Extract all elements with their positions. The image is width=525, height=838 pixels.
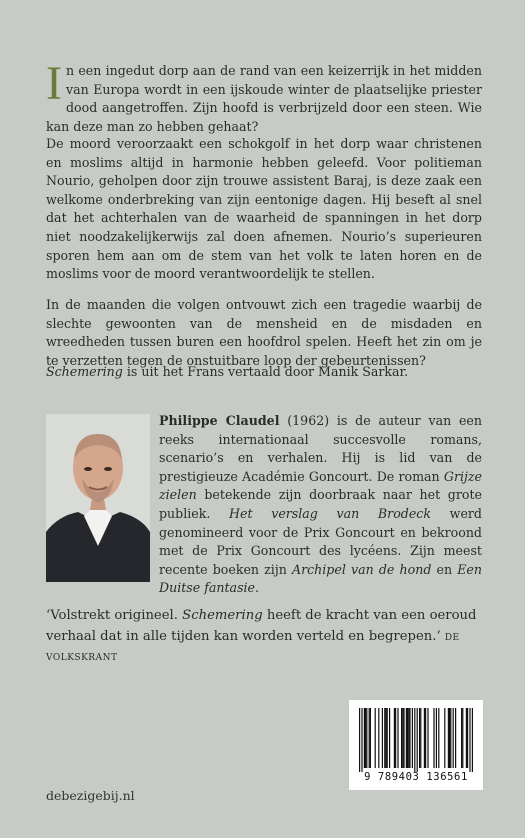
barcode-bar	[409, 708, 410, 768]
barcode-bar	[361, 708, 362, 772]
book-title: Een Duitse fantasie	[159, 561, 482, 596]
barcode-bar	[370, 708, 371, 768]
blurb-paragraph-1-text: n een ingedut dorp aan de rand van een keizerrijk in het midden van Europa wordt in een ijskoude winter de plaatselijke priester dood aangetroffen. Zijn hoofd is verbrijzeld door een steen. Wie kan deze man zo hebben gehaat?	[46, 63, 482, 134]
book-title: Het verslag van Brodeck	[229, 505, 431, 521]
barcode-bar	[366, 708, 367, 768]
barcode-bar	[466, 708, 467, 768]
barcode-bar	[412, 708, 413, 768]
barcode-bar	[364, 708, 365, 768]
barcode-bar	[403, 708, 404, 768]
barcode-bar	[414, 708, 415, 772]
barcode-bar	[359, 708, 360, 772]
bio-text: werd genomineerd voor de Prix Goncourt en bekroond met de Prix Goncourt des lycéens. Zijn meest recente boeken zijn	[159, 505, 482, 577]
barcode-bar	[365, 708, 366, 768]
bio-text: (1962) is de auteur van een reeks internationaal succesvolle romans, scenario’s en verhalen. Hij is lid van de prestigieuze Académie Goncourt. De roman	[159, 413, 482, 484]
barcode-bar	[472, 708, 473, 772]
book-title: Schemering	[182, 608, 263, 623]
barcode-bar	[384, 708, 385, 768]
barcode-bar	[397, 708, 398, 768]
barcode-bar	[433, 708, 434, 768]
quote-text: heeft de kracht van een oeroud verhaal dat in alle tijden kan worden verteld en begrepen.’	[46, 608, 477, 644]
author-photo	[46, 414, 150, 582]
barcode-bar	[467, 708, 468, 768]
barcode-bar	[424, 708, 425, 768]
barcode-bar	[382, 708, 383, 768]
barcode-bar	[436, 708, 437, 768]
author-name: Philippe Claudel	[159, 413, 280, 428]
barcode-bar	[448, 708, 449, 768]
barcode-bar	[385, 708, 386, 768]
barcode-bar	[407, 708, 408, 768]
barcode-bar	[395, 708, 396, 768]
bio-text: .	[255, 580, 260, 596]
barcode-bar	[406, 708, 407, 768]
barcode-bar	[438, 708, 439, 768]
author-bio	[159, 412, 482, 598]
barcode-bar	[453, 708, 454, 768]
barcode-bar	[425, 708, 426, 768]
barcode-bar	[427, 708, 428, 768]
blurb-paragraph-2: De moord veroorzaakt een schokgolf in het dorp waar christenen en moslims altijd in harmonie hebben geleefd. Voor politieman Nourio, geholpen door zijn trouwe assistent Baraj, is deze zaak een welkome onderbreking van zijn eentonige dagen. Hij beseft al snel dat het achterhalen van de waarheid de spanningen in het dorp niet noodzakelijkerwijs zal doen afnemen. Nourio’s superieuren sporen hem aan om de stem van het volk te laten horen en de moslims voor de moord verantwoordelijk te stellen.	[46, 136, 482, 282]
barcode-bar	[369, 708, 370, 768]
barcode-bar	[420, 708, 421, 768]
barcode-bar	[444, 708, 445, 768]
translation-credit	[46, 363, 482, 382]
barcode-bar	[375, 708, 376, 768]
book-title: Archipel van de hond	[292, 561, 432, 577]
barcode-bar	[462, 708, 463, 768]
barcode-bar	[449, 708, 450, 768]
barcode-bar	[419, 708, 420, 768]
quote-text: ‘Volstrekt origineel.	[46, 608, 183, 623]
barcode-bar	[461, 708, 462, 768]
drop-cap: I	[46, 57, 62, 110]
barcode-bar	[394, 708, 395, 768]
book-title: Grijze zielen	[159, 468, 482, 503]
barcode-bar	[387, 708, 388, 768]
quote-source: de volkskrant	[46, 627, 460, 663]
barcode-bar	[417, 708, 418, 772]
barcode-bar	[469, 708, 470, 772]
bio-text: en	[431, 561, 458, 577]
barcode-bar	[408, 708, 409, 768]
bio-text: betekende zijn doorbraak naar het grote publiek.	[159, 487, 482, 521]
book-title: Schemering	[46, 364, 123, 379]
barcode-bar	[401, 708, 402, 768]
isbn-digits: 9 789403 136561	[364, 771, 468, 783]
blurb-paragraph-3: In de maanden die volgen ontvouwt zich een tragedie waarbij de slechte gewoonten van de mensheid en de misdaden en wreedheden tussen buren een hoofdrol spelen. Heeft het zin om je te verzetten tegen de onstuitbare loop der gebeurtenissen?	[46, 297, 482, 368]
barcode-bar	[402, 708, 403, 768]
blurb-paragraph-1	[46, 57, 482, 136]
translation-credit-text: is uit het Frans vertaald door Manik Sarkar.	[122, 364, 409, 379]
isbn-barcode	[349, 700, 483, 790]
barcode-bar	[378, 708, 379, 768]
publisher-website[interactable]: debezigebij.nl	[46, 788, 135, 803]
barcode-bar	[455, 708, 456, 768]
barcode-bar	[389, 708, 390, 768]
barcode-bar	[450, 708, 451, 768]
review-quote	[46, 606, 486, 667]
